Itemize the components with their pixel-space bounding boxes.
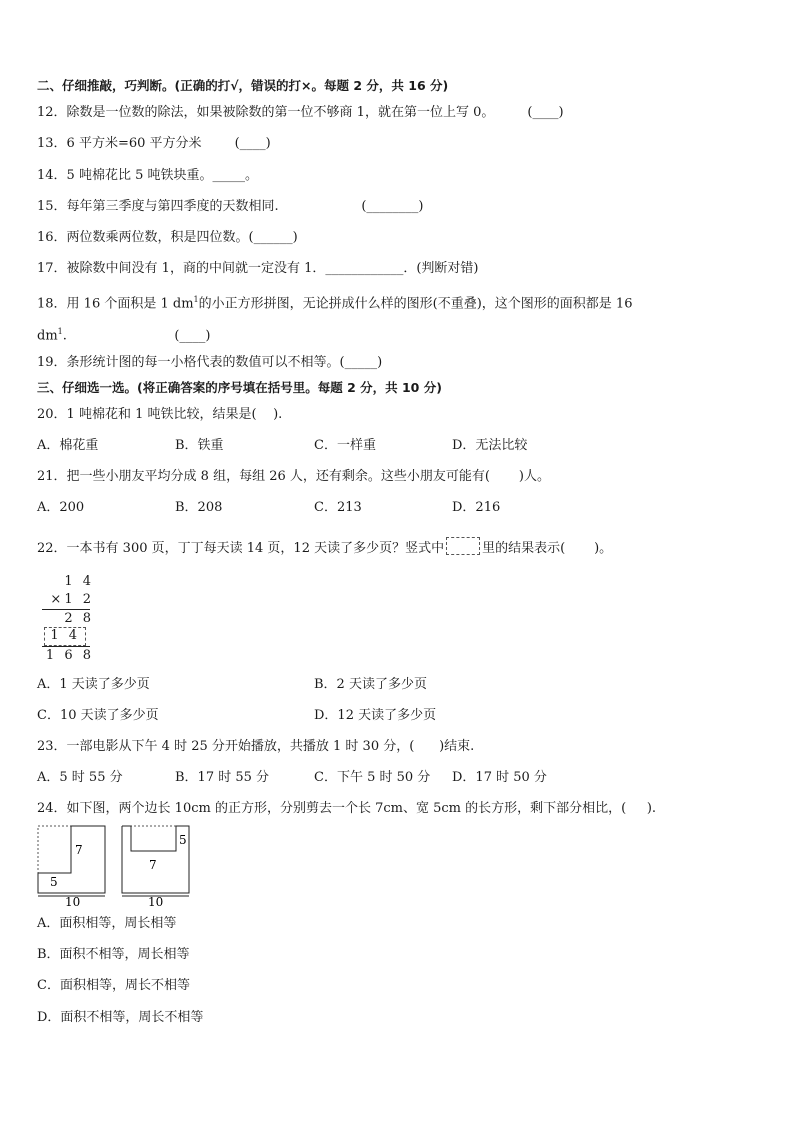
question-18-line1: 18．用 16 个面积是 1 $dm^1$的小正方形拼图，无论拼成什么样的图形(不重叠)，这个图形的面积都是 16 (37, 295, 633, 312)
q24-option-b: B．面积不相等，周长相等 (37, 947, 190, 962)
vertical-row-1: 1 4 (64, 574, 94, 589)
q21-option-c: C．213 (314, 500, 362, 515)
q24-option-a: A．面积相等，周长相等 (37, 916, 177, 931)
question-23-stem: 23．一部电影从下午 4 时 25 分开始播放，共播放 1 时 30 分，( )结束. (37, 739, 475, 754)
q23-option-a: A．5 时 55 分 (37, 770, 123, 785)
section2-header: 二、仔细推敲，巧判断。(正确的打√，错误的打×。每题 2 分，共 16 分) (37, 78, 449, 93)
dashed-blank-box (446, 537, 480, 555)
question-17: 17．被除数中间没有 1，商的中间就一定没有 1．____________．(判断对错) (37, 261, 479, 276)
question-15: 15．每年第三季度与第四季度的天数相同. (________) (37, 199, 424, 214)
left-label-five: 5 (50, 875, 58, 889)
question-24-stem: 24．如下图，两个边长 10cm 的正方形，分别剪去一个长 7cm、宽 5cm 的长方形，剩下部分相比，( ). (37, 801, 657, 816)
question-14: 14．5 吨棉花比 5 吨铁块重。_____。 (37, 168, 258, 183)
q22-option-d: D．12 天读了多少页 (314, 708, 437, 723)
q23-option-b: B．17 时 55 分 (175, 770, 270, 785)
left-square-figure (38, 826, 105, 907)
q24-option-d: D．面积不相等，周长不相等 (37, 1010, 204, 1025)
vertical-row-5: 1 6 8 (45, 648, 94, 663)
q23-option-d: D．17 时 50 分 (452, 770, 547, 785)
vertical-multiplication (42, 574, 102, 666)
q20-option-b: B．铁重 (175, 438, 224, 453)
q20-option-a: A．棉花重 (37, 438, 99, 453)
section3-header: 三、仔细选一选。(将正确答案的序号填在括号里。每题 2 分，共 10 分) (37, 380, 442, 395)
q23-option-c: C．下午 5 时 50 分 (314, 770, 431, 785)
question-22-stem: 22．一本书有 300 页，丁丁每天读 14 页，12 天读了多少页？竖式中 里的结果表示( )。 (37, 537, 612, 557)
question-21-stem: 21．把一些小朋友平均分成 8 组，每组 26 人，还有剩余。这些小朋友可能有( )人。 (37, 469, 550, 484)
question-18-line2: $dm^1$. (____) (37, 327, 211, 344)
right-label-five: 5 (179, 833, 187, 847)
vertical-row-3: 2 8 (64, 611, 94, 626)
q22-option-b: B．2 天读了多少页 (314, 677, 427, 692)
question-16: 16．两位数乘两位数，积是四位数。(______) (37, 230, 298, 245)
question-13: 13．6 平方米=60 平方分米 (____) (37, 136, 271, 151)
left-label-seven: 7 (75, 843, 83, 857)
question-20-stem: 20．1 吨棉花和 1 吨铁比较，结果是( ). (37, 407, 283, 422)
q20-option-d: D．无法比较 (452, 438, 528, 453)
q22-option-c: C．10 天读了多少页 (37, 708, 159, 723)
q21-option-a: A．200 (37, 500, 85, 515)
q21-option-b: B．208 (175, 500, 223, 515)
right-square-figure (122, 826, 189, 907)
vertical-rule-2 (42, 646, 90, 647)
q22-option-a: A．1 天读了多少页 (37, 677, 150, 692)
vertical-rule-1 (42, 609, 90, 610)
q21-option-d: D．216 (452, 500, 501, 515)
left-label-ten: 10 (65, 895, 81, 907)
left-remaining-shape (38, 826, 105, 893)
question-12: 12．除数是一位数的除法，如果被除数的第一位不够商 1，就在第一位上写 0。 (____) (37, 105, 564, 120)
q24-option-c: C．面积相等，周长不相等 (37, 978, 190, 993)
vertical-row-2: ×1 2 (50, 592, 94, 607)
q20-option-c: C．一样重 (314, 438, 376, 453)
question-19: 19．条形统计图的每一小格代表的数值可以不相等。(_____) (37, 355, 383, 370)
q24-figures (30, 822, 200, 907)
vertical-row-4: 1 4 (50, 628, 80, 643)
right-label-seven: 7 (149, 858, 157, 872)
right-label-ten: 10 (148, 895, 164, 907)
